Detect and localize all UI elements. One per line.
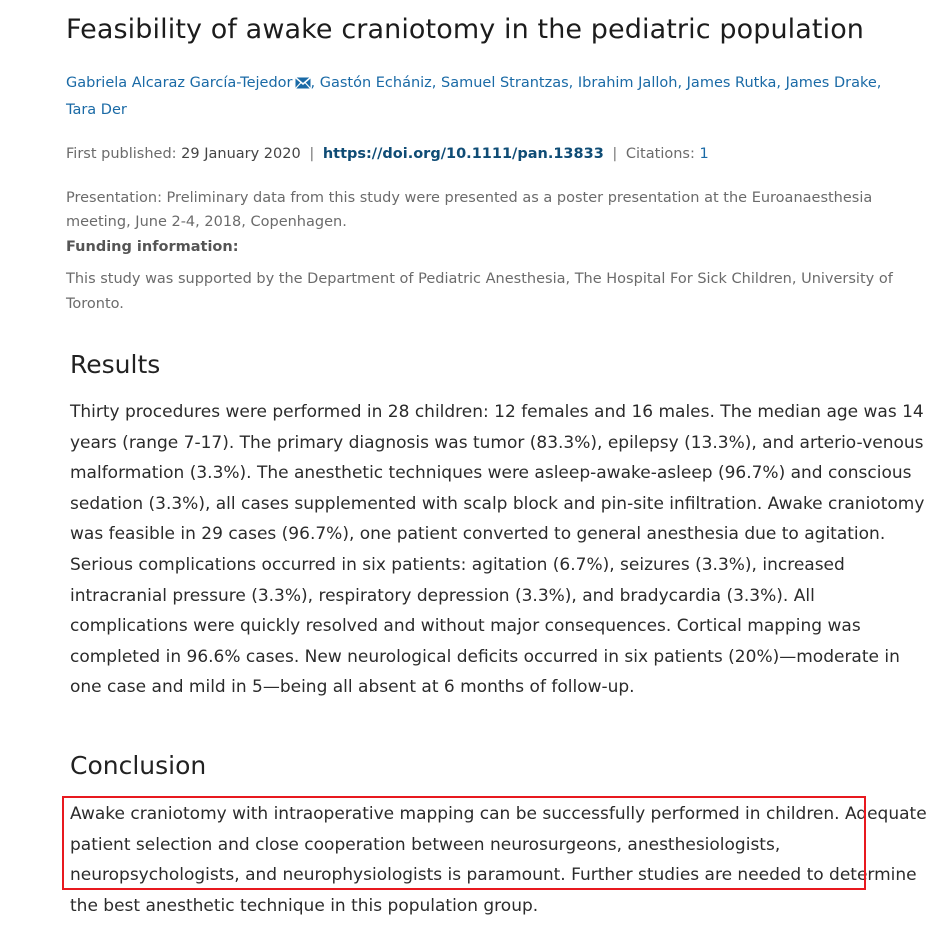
author-item[interactable]: Gabriela Alcaraz García-Tejedor , <box>66 75 315 91</box>
article-title: Feasibility of awake craniotomy in the pediatric population <box>66 14 865 45</box>
author-item[interactable]: Ibrahim Jalloh, <box>577 75 683 91</box>
author-name[interactable]: Samuel Strantzas <box>441 75 569 91</box>
separator: | <box>309 146 315 162</box>
citations-count-link[interactable]: 1 <box>699 146 709 162</box>
citations-label: Citations: <box>625 146 695 162</box>
author-item[interactable] <box>66 102 127 118</box>
funding-label: Funding information: <box>66 239 239 255</box>
conclusion-heading: Conclusion <box>70 751 207 780</box>
funding-text: This study was supported by the Department of Pediatric Anesthesia, The Hospital For Sick Children, University of Toronto. <box>66 271 893 312</box>
results-paragraph: Thirty procedures were performed in 28 children: 12 females and 16 males. The median age was 14 years (range 7-17). The primary diagnosis was tumor (83.3%), epilepsy (13.3%), and arterio-venous malformation (3.3%). The anesthetic techniques were asleep-awake-asleep (96.7%) and conscious sedation (3.3%), all cases supplemented with scalp block and pin-site infiltration. Awake craniotomy was feasible in 29 cases (96.7%), one patient converted to general anesthesia due to agitation. Serious complications occurred in six patients: agitation (6.7%), seizures (3.3%), increased intracranial pressure (3.3%), respiratory depression (3.3%), and bradycardia (3.3%). All complications were quickly resolved and without major consequences. Cortical mapping was completed in 96.6% cases. New neurological deficits occurred in six patients (20%)—moderate in one case and mild in 5—being all absent at 6 months of follow-up. <box>70 402 925 698</box>
author-item[interactable]: Gastón Echániz, <box>319 75 437 91</box>
envelope-icon[interactable] <box>295 73 311 98</box>
publication-info <box>66 143 709 165</box>
first-published-label: First published: <box>66 146 177 162</box>
author-name[interactable]: James Drake <box>785 75 877 91</box>
publication-date: 29 January 2020 <box>181 146 301 162</box>
author-item[interactable]: James Rutka, <box>686 75 781 91</box>
results-heading: Results <box>70 350 161 379</box>
author-list <box>66 71 932 123</box>
separator: | <box>612 146 618 162</box>
conclusion-paragraph: Awake craniotomy with intraoperative mapping can be successfully performed in children. Adequate patient selection and close cooperation between neurosurgeons, anesthesiologists, neuropsychologists, and neurophysiologists is paramount. Further studies are needed to determine the best anesthetic technique in this population group. <box>70 804 927 916</box>
author-name[interactable]: Tara Der <box>66 102 127 118</box>
author-item[interactable]: Samuel Strantzas, <box>441 75 574 91</box>
author-name[interactable]: Gabriela Alcaraz García-Tejedor <box>66 75 293 91</box>
author-name[interactable]: Ibrahim Jalloh <box>577 75 678 91</box>
presentation-note: Presentation: Preliminary data from this study were presented as a poster presentation at the Euroanaesthesia meeting, June 2-4, 2018, Copenhagen. <box>66 190 873 230</box>
author-name[interactable]: James Rutka <box>686 75 777 91</box>
author-name[interactable]: Gastón Echániz <box>319 75 432 91</box>
doi-link[interactable]: https://doi.org/10.1111/pan.13833 <box>322 146 604 162</box>
author-item[interactable]: James Drake, <box>785 75 882 91</box>
